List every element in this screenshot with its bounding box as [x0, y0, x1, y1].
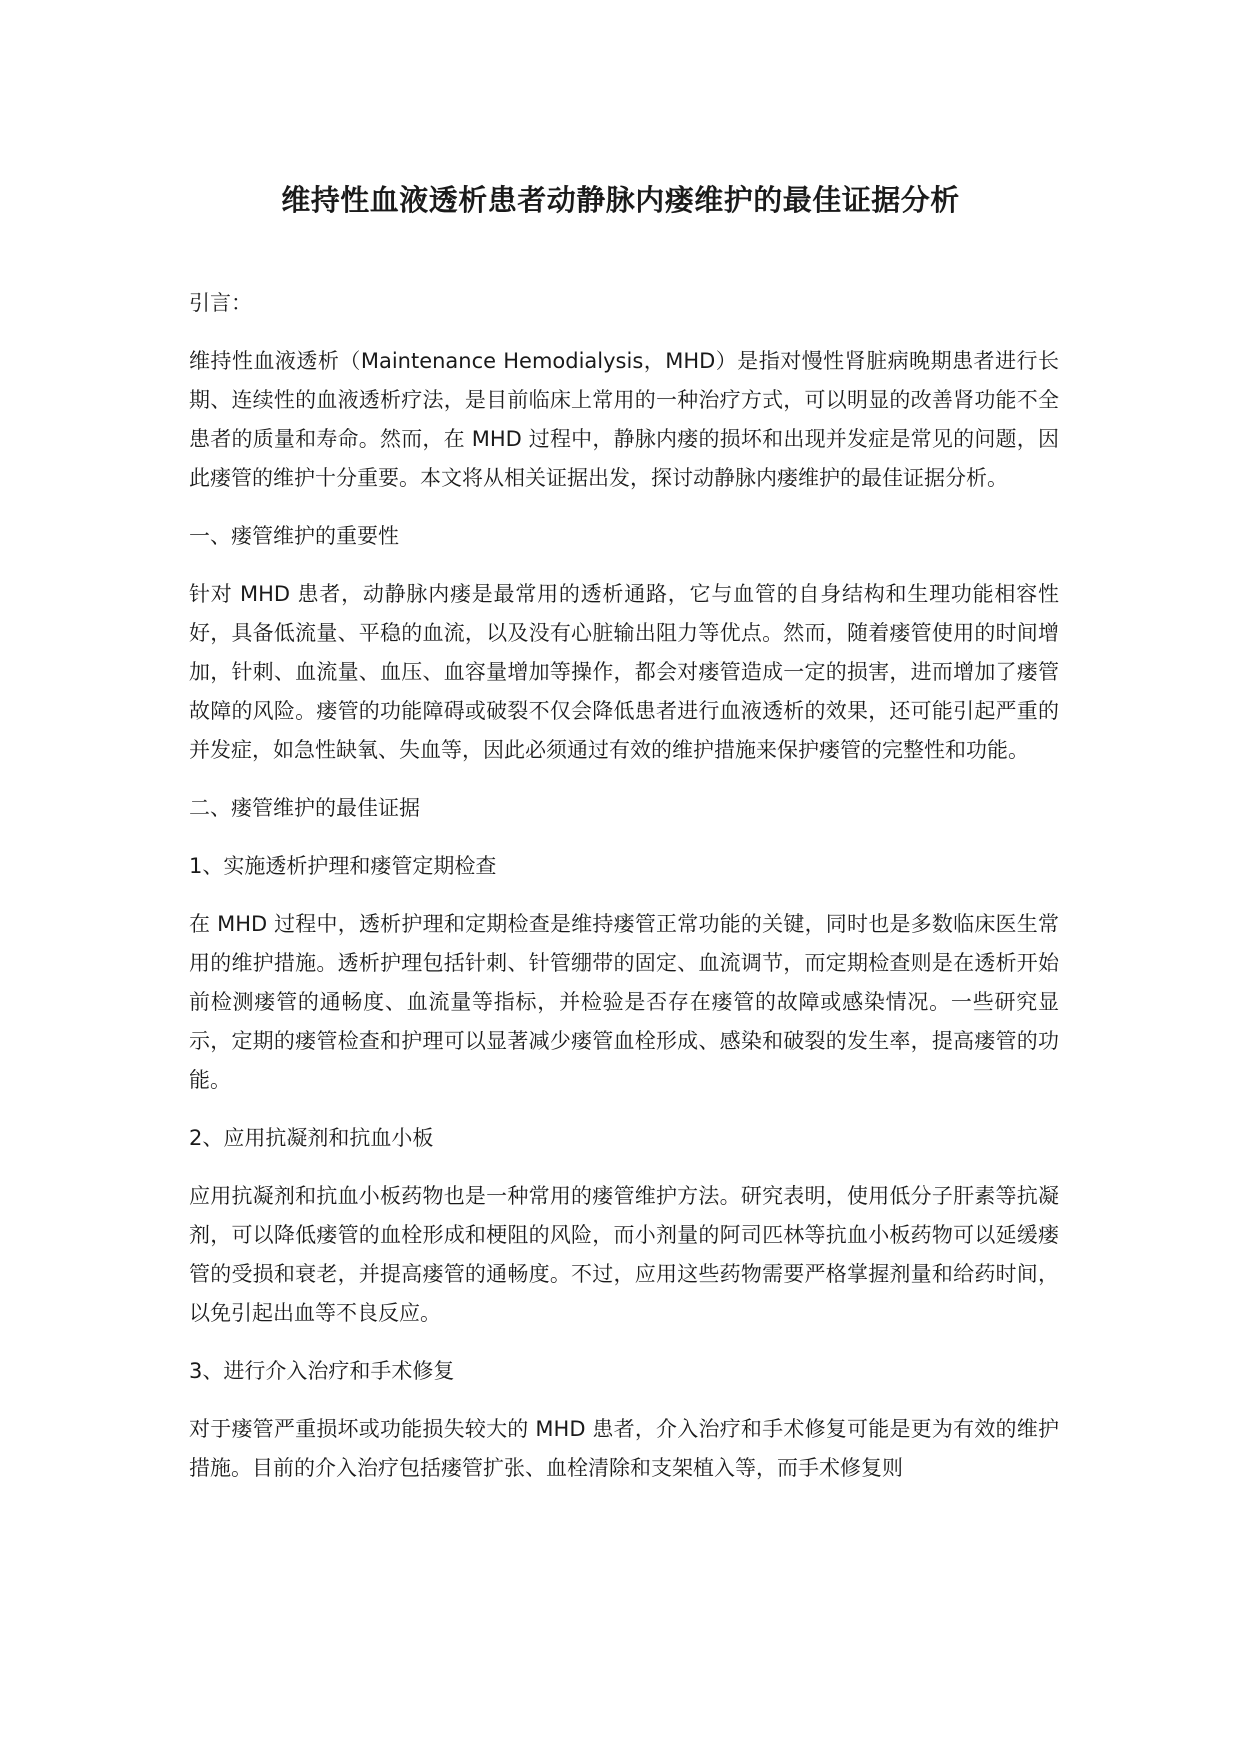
document-body: [189, 284, 1059, 1507]
subsection-heading-2: 2、应用抗凝剂和抗血小板: [189, 1126, 434, 1150]
intro-label: 引言：: [189, 291, 252, 315]
subsection-heading-1: 1、实施透析护理和瘘管定期检查: [189, 854, 497, 878]
paragraph-anticoagulant: 应用抗凝剂和抗血小板药物也是一种常用的瘘管维护方法。研究表明，使用低分子肝素等抗凝剂，可以降低瘘管的血栓形成和梗阻的风险，而小剂量的阿司匹林等抗血小板药物可以延缓瘘管的受损和衰老，并提高瘘管的通畅度。不过，应用这些药物需要严格掌握剂量和给药时间，以免引起出血等不良反应。: [189, 1184, 1059, 1325]
document-title: 维持性血液透析患者动静脉内瘘维护的最佳证据分析: [281, 183, 960, 217]
paragraph-nursing-check: 在 MHD 过程中，透析护理和定期检查是维持瘘管正常功能的关键，同时也是多数临床医生常用的维护措施。透析护理包括针刺、针管绷带的固定、血流调节，而定期检查则是在透析开始前检测瘘管的通畅度、血流量等指标，并检验是否存在瘘管的故障或感染情况。一些研究显示，定期的瘘管检查和护理可以显著减少瘘管血栓形成、感染和破裂的发生率，提高瘘管的功能。: [189, 912, 1059, 1092]
section-heading-2: 二、瘘管维护的最佳证据: [189, 796, 420, 820]
paragraph-intro: 维持性血液透析（Maintenance Hemodialysis，MHD）是指对慢性肾脏病晚期患者进行长期、连续性的血液透析疗法，是目前临床上常用的一种治疗方式，可以明显的改善肾功能不全患者的质量和寿命。然而，在 MHD 过程中，静脉内瘘的损坏和出现并发症是常见的问题，因此瘘管的维护十分重要。本文将从相关证据出发，探讨动静脉内瘘维护的最佳证据分析。: [189, 349, 1059, 490]
paragraph-importance: 针对 MHD 患者，动静脉内瘘是最常用的透析通路，它与血管的自身结构和生理功能相容性好，具备低流量、平稳的血流，以及没有心脏输出阻力等优点。然而，随着瘘管使用的时间增加，针刺、血流量、血压、血容量增加等操作，都会对瘘管造成一定的损害，进而增加了瘘管故障的风险。瘘管的功能障碍或破裂不仅会降低患者进行血液透析的效果，还可能引起严重的并发症，如急性缺氧、失血等，因此必须通过有效的维护措施来保护瘘管的完整性和功能。: [189, 582, 1059, 762]
paragraph-intervention: 对于瘘管严重损坏或功能损失较大的 MHD 患者，介入治疗和手术修复可能是更为有效的维护措施。目前的介入治疗包括瘘管扩张、血栓清除和支架植入等，而手术修复则: [189, 1417, 1059, 1480]
subsection-heading-3: 3、进行介入治疗和手术修复: [189, 1359, 455, 1383]
section-heading-1: 一、瘘管维护的重要性: [189, 524, 399, 548]
